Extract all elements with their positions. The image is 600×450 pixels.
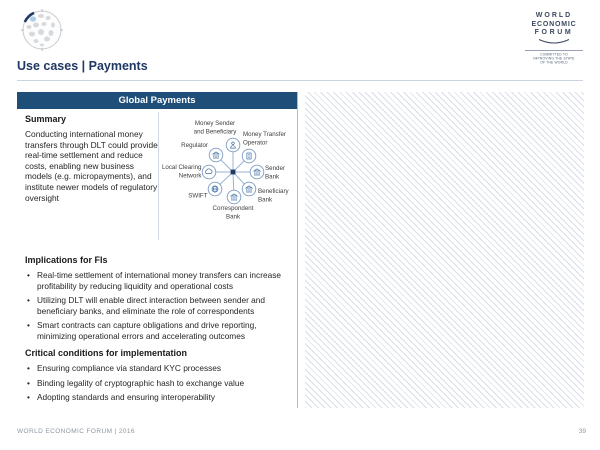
page-number: 39 — [578, 428, 586, 435]
wef-logo — [520, 12, 588, 71]
node-label: Money Transfer — [243, 131, 286, 138]
wef-logo-word: WORLD — [535, 12, 573, 19]
bullet-item: • Adopting standards and ensuring interoperability — [25, 392, 295, 403]
node-label: Bank — [265, 173, 280, 181]
node-label: Money Sender — [194, 120, 236, 127]
column-divider — [158, 112, 159, 240]
implications-section — [25, 255, 295, 346]
node-label: Beneficiary — [258, 188, 289, 195]
node-label: and Beneficiary — [193, 128, 237, 136]
critical-conditions-section — [25, 348, 295, 407]
wef-logo-word: FORUM — [534, 29, 574, 36]
summary-section — [25, 114, 159, 203]
panel-header: Global Payments — [17, 92, 297, 109]
node-label: Operator — [243, 139, 268, 147]
node-local-clearing-network — [202, 165, 216, 179]
bullet-item: • Real-time settlement of international money transfers can increase profitability by reducing liquidity and operational costs — [25, 270, 295, 291]
wef-rule — [525, 50, 583, 51]
node-labels — [162, 120, 290, 221]
bullet-item: • Utilizing DLT will enable direct interaction between sender and beneficiary banks, and eliminate the role of correspondents — [25, 295, 295, 316]
node-label: Network — [178, 172, 202, 180]
node-label: Sender — [265, 165, 285, 172]
title-divider — [17, 80, 583, 81]
node-money-sender-and-beneficiary — [226, 138, 240, 152]
node-label: SWIFT — [188, 192, 208, 200]
globe-logo-icon — [20, 8, 64, 52]
summary-heading: Summary — [25, 114, 67, 124]
node-label: Bank — [225, 213, 241, 221]
footer-source: WORLD ECONOMIC FORUM | 2016 — [17, 428, 135, 435]
bullet-item: • Smart contracts can capture obligations and drive reporting, minimizing operational errors and accelerating outcomes — [25, 320, 295, 341]
page-title: Use cases | Payments — [17, 59, 148, 73]
summary-body: Conducting international money transfers through DLT could provide real-time settlement and reduce costs, enabling new business models (e.g. micropayments), and institute newer models of regulatory oversight — [25, 129, 158, 203]
image-placeholder — [305, 92, 584, 408]
wef-logo-word: ECONOMIC — [531, 20, 577, 28]
node-label: Regulator — [181, 142, 208, 149]
wef-swoosh-icon — [536, 38, 572, 45]
critical-conditions-heading: Critical conditions for implementation — [25, 348, 188, 358]
implications-heading: Implications for FIs — [25, 255, 108, 265]
node-label: Correspondent — [212, 205, 254, 212]
node-label: Local Clearing — [161, 164, 202, 171]
bullet-item: • Binding legality of cryptographic hash to exchange value — [25, 378, 295, 389]
network-hub — [231, 170, 236, 175]
wef-tagline: COMMITTED TO IMPROVING THE STATE OF THE WORLD — [533, 52, 575, 65]
panel-separator — [297, 92, 298, 408]
node-label: Bank — [258, 196, 273, 204]
use-case-panel — [17, 92, 297, 408]
payments-network-diagram — [161, 112, 305, 240]
logo-highlight-pebble — [30, 16, 36, 21]
bullet-item: • Ensuring compliance via standard KYC processes — [25, 363, 295, 374]
